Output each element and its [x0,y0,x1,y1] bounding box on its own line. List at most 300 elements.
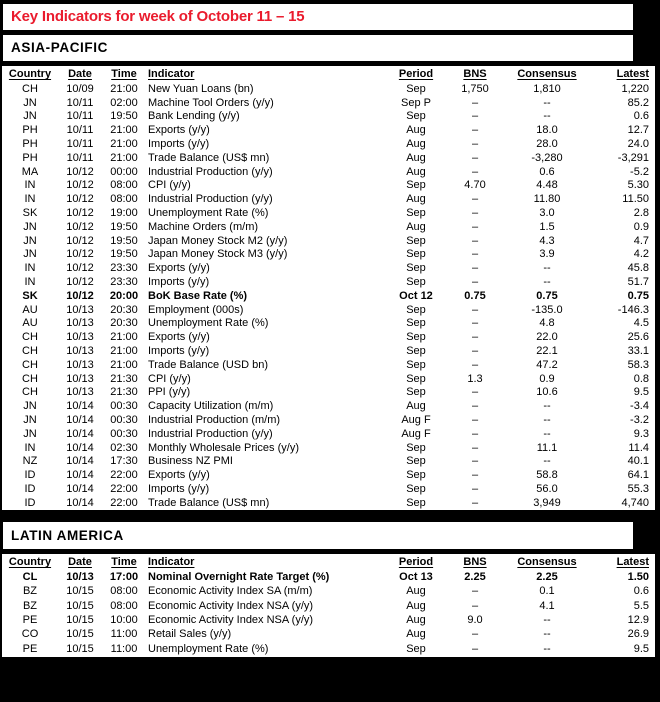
cell-latest: 1,220 [621,82,649,95]
cell-indicator: Capacity Utilization (m/m) [148,400,274,413]
cell-date: 10/14 [66,427,94,440]
cell-time: 20:00 [109,289,139,302]
cell-indicator: Trade Balance (US$ mn) [148,496,270,509]
cell-latest: 25.6 [627,331,649,344]
cell-bns: – [471,427,479,440]
cell-time: 00:00 [110,165,138,178]
cell-latest: 12.9 [627,614,649,627]
cell-country: IN [24,193,36,206]
table-row [2,179,655,193]
cell-consensus: -- [543,427,551,440]
cell-consensus: -- [543,276,551,289]
cell-date: 10/14 [66,400,94,413]
cell-consensus: 0.9 [539,372,555,385]
cell-date: 10/13 [66,358,94,371]
cell-time: 08:00 [110,599,138,612]
cell-latest: 2.8 [633,207,649,220]
latin-america-table [2,554,655,657]
cell-latest: 9.5 [633,386,649,399]
cell-indicator: PPI (y/y) [148,386,191,399]
cell-period: Aug [406,165,426,178]
section-header-asia-pacific [3,35,633,61]
cell-latest: -3.2 [630,414,649,427]
cell-country: SK [22,289,38,302]
cell-period: Sep [406,483,426,495]
cell-consensus: 22.1 [536,345,558,358]
cell-period: Aug [406,614,426,627]
cell-time: 19:50 [110,234,138,247]
table-row [2,330,655,344]
cell-country: PE [22,614,38,627]
cell-date: 10/12 [66,289,94,302]
cell-indicator: Industrial Production (y/y) [148,165,273,178]
cell-date: 10/11 [66,124,94,137]
cell-country: ID [24,496,36,509]
table-row [2,289,655,303]
cell-consensus: -135.0 [531,303,563,316]
cell-period: Sep [406,441,426,454]
cell-bns: – [471,483,479,495]
section-header-latin-america [3,522,633,549]
cell-date: 10/13 [66,317,94,330]
cell-latest: -3,291 [617,151,649,164]
cell-indicator: Trade Balance (USD bn) [148,358,269,371]
cell-indicator: CPI (y/y) [148,179,191,192]
cell-indicator: Japan Money Stock M3 (y/y) [148,248,288,261]
table-header [2,554,655,570]
cell-country: IN [24,276,36,289]
cell-date: 10/11 [66,138,94,151]
cell-latest: 9.3 [633,427,649,440]
cell-indicator: Unemployment Rate (%) [148,642,269,655]
cell-time: 23:30 [110,276,138,289]
cell-time: 22:00 [110,483,138,495]
cell-time: 08:00 [110,179,138,192]
cell-consensus: 11.1 [536,441,558,454]
cell-period: Sep [406,317,426,330]
cell-period: Sep [406,262,426,275]
cell-indicator: Economic Activity Index NSA (y/y) [148,599,314,612]
cell-latest: 11.50 [622,193,649,206]
cell-consensus: 1,810 [533,82,561,95]
table-row [2,570,655,584]
table-row [2,441,655,455]
cell-latest: 12.7 [627,124,649,137]
cell-indicator: Economic Activity Index NSA (y/y) [148,614,314,627]
cell-period: Sep [406,331,426,344]
cell-country: CH [22,82,38,95]
cell-country: BZ [22,585,38,598]
cell-latest: 26.9 [627,628,649,641]
table-row [2,386,655,400]
cell-consensus: 3,949 [533,496,561,509]
cell-period: Aug [406,585,426,598]
cell-time: 21:00 [110,345,138,358]
cell-bns: – [471,151,479,164]
cell-date: 10/15 [66,628,94,641]
column-header-date: Date [68,556,92,568]
cell-time: 08:00 [110,193,138,206]
table-row [2,641,655,655]
cell-consensus: 0.6 [539,165,555,178]
cell-date: 10/11 [66,110,94,123]
cell-time: 22:00 [110,496,138,509]
title-bar [3,4,633,30]
cell-consensus: -3,280 [531,151,563,164]
cell-consensus: 3.9 [539,248,555,261]
cell-country: IN [24,441,36,454]
cell-date: 10/14 [66,441,94,454]
cell-date: 10/12 [66,220,94,233]
cell-latest: 0.9 [633,220,649,233]
cell-bns: – [471,276,479,289]
cell-period: Sep [406,110,426,123]
cell-latest: 4.2 [633,248,649,261]
cell-period: Sep [406,276,426,289]
column-header-time: Time [111,556,137,568]
column-header-latest: Latest [616,556,649,568]
table-row [2,206,655,220]
cell-consensus: 2.25 [536,571,558,584]
asia-pacific-table [2,66,655,510]
cell-time: 21:00 [110,331,138,344]
cell-date: 10/14 [66,496,94,509]
cell-latest: 45.8 [627,262,649,275]
cell-period: Sep [406,358,426,371]
cell-time: 19:50 [110,110,138,123]
cell-date: 10/14 [66,455,94,468]
cell-bns: – [471,220,479,233]
cell-date: 10/15 [66,585,94,598]
cell-latest: 9.5 [633,642,649,655]
cell-bns: 1.3 [467,372,483,385]
table-header [2,66,655,82]
cell-consensus: 0.75 [536,289,558,302]
table-row [2,455,655,469]
cell-date: 10/09 [66,82,94,95]
cell-bns: – [471,441,479,454]
cell-country: JN [23,414,37,427]
cell-time: 20:30 [110,303,138,316]
column-header-period: Period [398,68,434,80]
cell-time: 19:50 [110,220,138,233]
cell-indicator: Machine Orders (m/m) [148,220,259,233]
cell-time: 22:00 [110,469,138,482]
cell-country: AU [22,317,38,330]
cell-bns: – [471,110,479,123]
cell-period: Aug [406,628,426,641]
cell-consensus: -- [543,110,551,123]
cell-indicator: Exports (y/y) [148,262,210,275]
cell-latest: 4,740 [621,496,649,509]
cell-time: 21:30 [110,372,138,385]
cell-latest: 58.3 [627,358,649,371]
column-header-bns: BNS [463,556,487,568]
table-row [2,248,655,262]
cell-date: 10/12 [66,207,94,220]
cell-country: IN [24,262,36,275]
cell-bns: – [471,400,479,413]
cell-latest: 0.75 [627,289,649,302]
table-row [2,96,655,110]
cell-country: ID [24,469,36,482]
cell-date: 10/13 [66,372,94,385]
cell-bns: – [471,262,479,275]
cell-bns: 9.0 [467,614,483,627]
cell-date: 10/13 [66,331,94,344]
cell-latest: 5.30 [627,179,649,192]
cell-bns: – [471,317,479,330]
cell-consensus: 10.6 [536,386,558,399]
section-header-label: LATIN AMERICA [11,528,124,543]
cell-time: 21:30 [110,386,138,399]
column-header-latest: Latest [616,68,649,80]
cell-time: 02:00 [110,96,138,109]
cell-date: 10/13 [66,571,94,584]
cell-date: 10/12 [66,248,94,261]
table-row [2,584,655,598]
table-row [2,192,655,206]
cell-consensus: 4.3 [539,234,555,247]
cell-latest: -146.3 [617,303,649,316]
table-row [2,344,655,358]
cell-period: Aug [406,151,426,164]
table-row [2,358,655,372]
column-header-indicator: Indicator [148,556,195,568]
column-header-consensus: Consensus [517,68,577,80]
table-row [2,482,655,496]
cell-latest: 0.6 [633,110,649,123]
cell-indicator: Exports (y/y) [148,469,210,482]
cell-period: Sep [406,469,426,482]
table-row [2,399,655,413]
cell-indicator: Economic Activity Index SA (m/m) [148,585,313,598]
cell-latest: 4.5 [633,317,649,330]
cell-period: Sep [406,82,426,95]
cell-bns: – [471,599,479,612]
cell-latest: -5.2 [630,165,649,178]
cell-country: IN [24,179,36,192]
cell-period: Aug F [401,427,431,440]
cell-bns: – [471,585,479,598]
cell-bns: – [471,207,479,220]
column-header-indicator: Indicator [148,68,195,80]
cell-period: Aug [406,400,426,413]
cell-country: CH [22,358,38,371]
cell-period: Sep [406,248,426,261]
cell-country: PH [22,138,38,151]
cell-country: CH [22,331,38,344]
cell-time: 08:00 [110,585,138,598]
cell-date: 10/12 [66,234,94,247]
cell-period: Sep [406,303,426,316]
cell-country: MA [21,165,39,178]
cell-indicator: Imports (y/y) [148,483,210,495]
table-row [2,123,655,137]
table-row [2,599,655,613]
cell-period: Aug [406,124,426,137]
cell-bns: 0.75 [464,289,486,302]
cell-date: 10/15 [66,599,94,612]
cell-bns: 4.70 [464,179,486,192]
cell-period: Sep [406,345,426,358]
cell-indicator: Retail Sales (y/y) [148,628,232,641]
cell-latest: 51.7 [627,276,649,289]
column-header-date: Date [68,68,92,80]
cell-bns: – [471,628,479,641]
cell-country: ID [24,483,36,495]
cell-country: JN [23,220,37,233]
cell-country: CH [22,345,38,358]
cell-country: AU [22,303,38,316]
cell-country: JN [23,400,37,413]
cell-indicator: Exports (y/y) [148,124,210,137]
cell-indicator: Employment (000s) [148,303,244,316]
cell-time: 21:00 [110,82,138,95]
cell-consensus: 4.8 [539,317,555,330]
cell-indicator: Industrial Production (y/y) [148,427,273,440]
cell-date: 10/13 [66,386,94,399]
cell-time: 21:00 [110,124,138,137]
column-header-time: Time [111,68,137,80]
cell-country: JN [23,96,37,109]
cell-date: 10/11 [66,151,94,164]
cell-period: Sep [406,455,426,468]
cell-country: JN [23,427,37,440]
cell-date: 10/15 [66,642,94,655]
cell-indicator: CPI (y/y) [148,372,191,385]
cell-bns: – [471,138,479,151]
cell-latest: 4.7 [633,234,649,247]
cell-bns: – [471,496,479,509]
cell-time: 00:30 [110,400,138,413]
cell-bns: – [471,345,479,358]
cell-country: CL [22,571,38,584]
table-row [2,372,655,386]
cell-consensus: 22.0 [536,331,558,344]
cell-bns: – [471,303,479,316]
cell-consensus: 4.48 [536,179,558,192]
cell-bns: 2.25 [464,571,486,584]
cell-date: 10/14 [66,469,94,482]
column-header-country: Country [8,68,52,80]
cell-time: 20:30 [110,317,138,330]
cell-indicator: Exports (y/y) [148,331,210,344]
cell-bns: – [471,165,479,178]
cell-time: 11:00 [110,642,138,655]
cell-bns: – [471,642,479,655]
cell-period: Sep [406,372,426,385]
cell-country: PH [22,124,38,137]
cell-latest: 0.8 [633,372,649,385]
cell-country: BZ [22,599,38,612]
cell-indicator: Unemployment Rate (%) [148,207,269,220]
cell-latest: 85.2 [627,96,649,109]
cell-latest: 0.6 [633,585,649,598]
cell-consensus: 11.80 [533,193,561,206]
cell-indicator: Industrial Production (m/m) [148,414,281,427]
cell-consensus: -- [543,455,551,468]
column-header-country: Country [8,556,52,568]
cell-bns: – [471,124,479,137]
table-row [2,82,655,96]
cell-time: 00:30 [110,427,138,440]
table-row [2,468,655,482]
cell-indicator: Imports (y/y) [148,345,210,358]
cell-latest: -3.4 [630,400,649,413]
cell-consensus: -- [543,262,551,275]
column-header-period: Period [398,556,434,568]
cell-time: 00:30 [110,414,138,427]
cell-bns: – [471,358,479,371]
table-row [2,137,655,151]
table-row [2,110,655,124]
cell-period: Aug [406,599,426,612]
cell-consensus: -- [543,614,551,627]
table-row [2,165,655,179]
cell-indicator: Nominal Overnight Rate Target (%) [148,571,330,584]
cell-indicator: Trade Balance (US$ mn) [148,151,270,164]
cell-indicator: Imports (y/y) [148,276,210,289]
table-row [2,220,655,234]
cell-indicator: Monthly Wholesale Prices (y/y) [148,441,299,454]
cell-country: JN [23,234,37,247]
cell-period: Sep [406,207,426,220]
table-row [2,613,655,627]
cell-country: CH [22,386,38,399]
cell-time: 23:30 [110,262,138,275]
cell-time: 19:50 [110,248,138,261]
cell-bns: – [471,455,479,468]
page-title: Key Indicators for week of October 11 – 15 [11,8,305,25]
table-row [2,234,655,248]
cell-country: PH [22,151,38,164]
cell-country: CO [21,628,39,641]
cell-consensus: 47.2 [536,358,558,371]
cell-period: Sep [406,386,426,399]
table-row [2,496,655,510]
cell-country: SK [22,207,38,220]
cell-indicator: Unemployment Rate (%) [148,317,269,330]
cell-consensus: 4.1 [539,599,555,612]
cell-date: 10/14 [66,414,94,427]
column-header-consensus: Consensus [517,556,577,568]
cell-country: NZ [22,455,38,468]
cell-date: 10/12 [66,193,94,206]
cell-consensus: 0.1 [539,585,555,598]
column-header-bns: BNS [463,68,487,80]
cell-indicator: Bank Lending (y/y) [148,110,240,123]
table-row [2,261,655,275]
cell-latest: 5.5 [633,599,649,612]
cell-time: 10:00 [110,614,138,627]
cell-period: Sep [406,234,426,247]
cell-period: Aug [406,138,426,151]
cell-time: 21:00 [110,138,138,151]
cell-date: 10/12 [66,262,94,275]
cell-period: Oct 13 [399,571,433,584]
cell-period: Aug [406,193,426,206]
cell-time: 21:00 [110,151,138,164]
cell-period: Sep P [401,96,431,109]
cell-date: 10/12 [66,165,94,178]
cell-time: 11:00 [110,628,138,641]
cell-period: Sep [406,179,426,192]
cell-bns: – [471,96,479,109]
table-row [2,413,655,427]
cell-time: 21:00 [110,358,138,371]
section-header-label: ASIA-PACIFIC [11,40,108,55]
